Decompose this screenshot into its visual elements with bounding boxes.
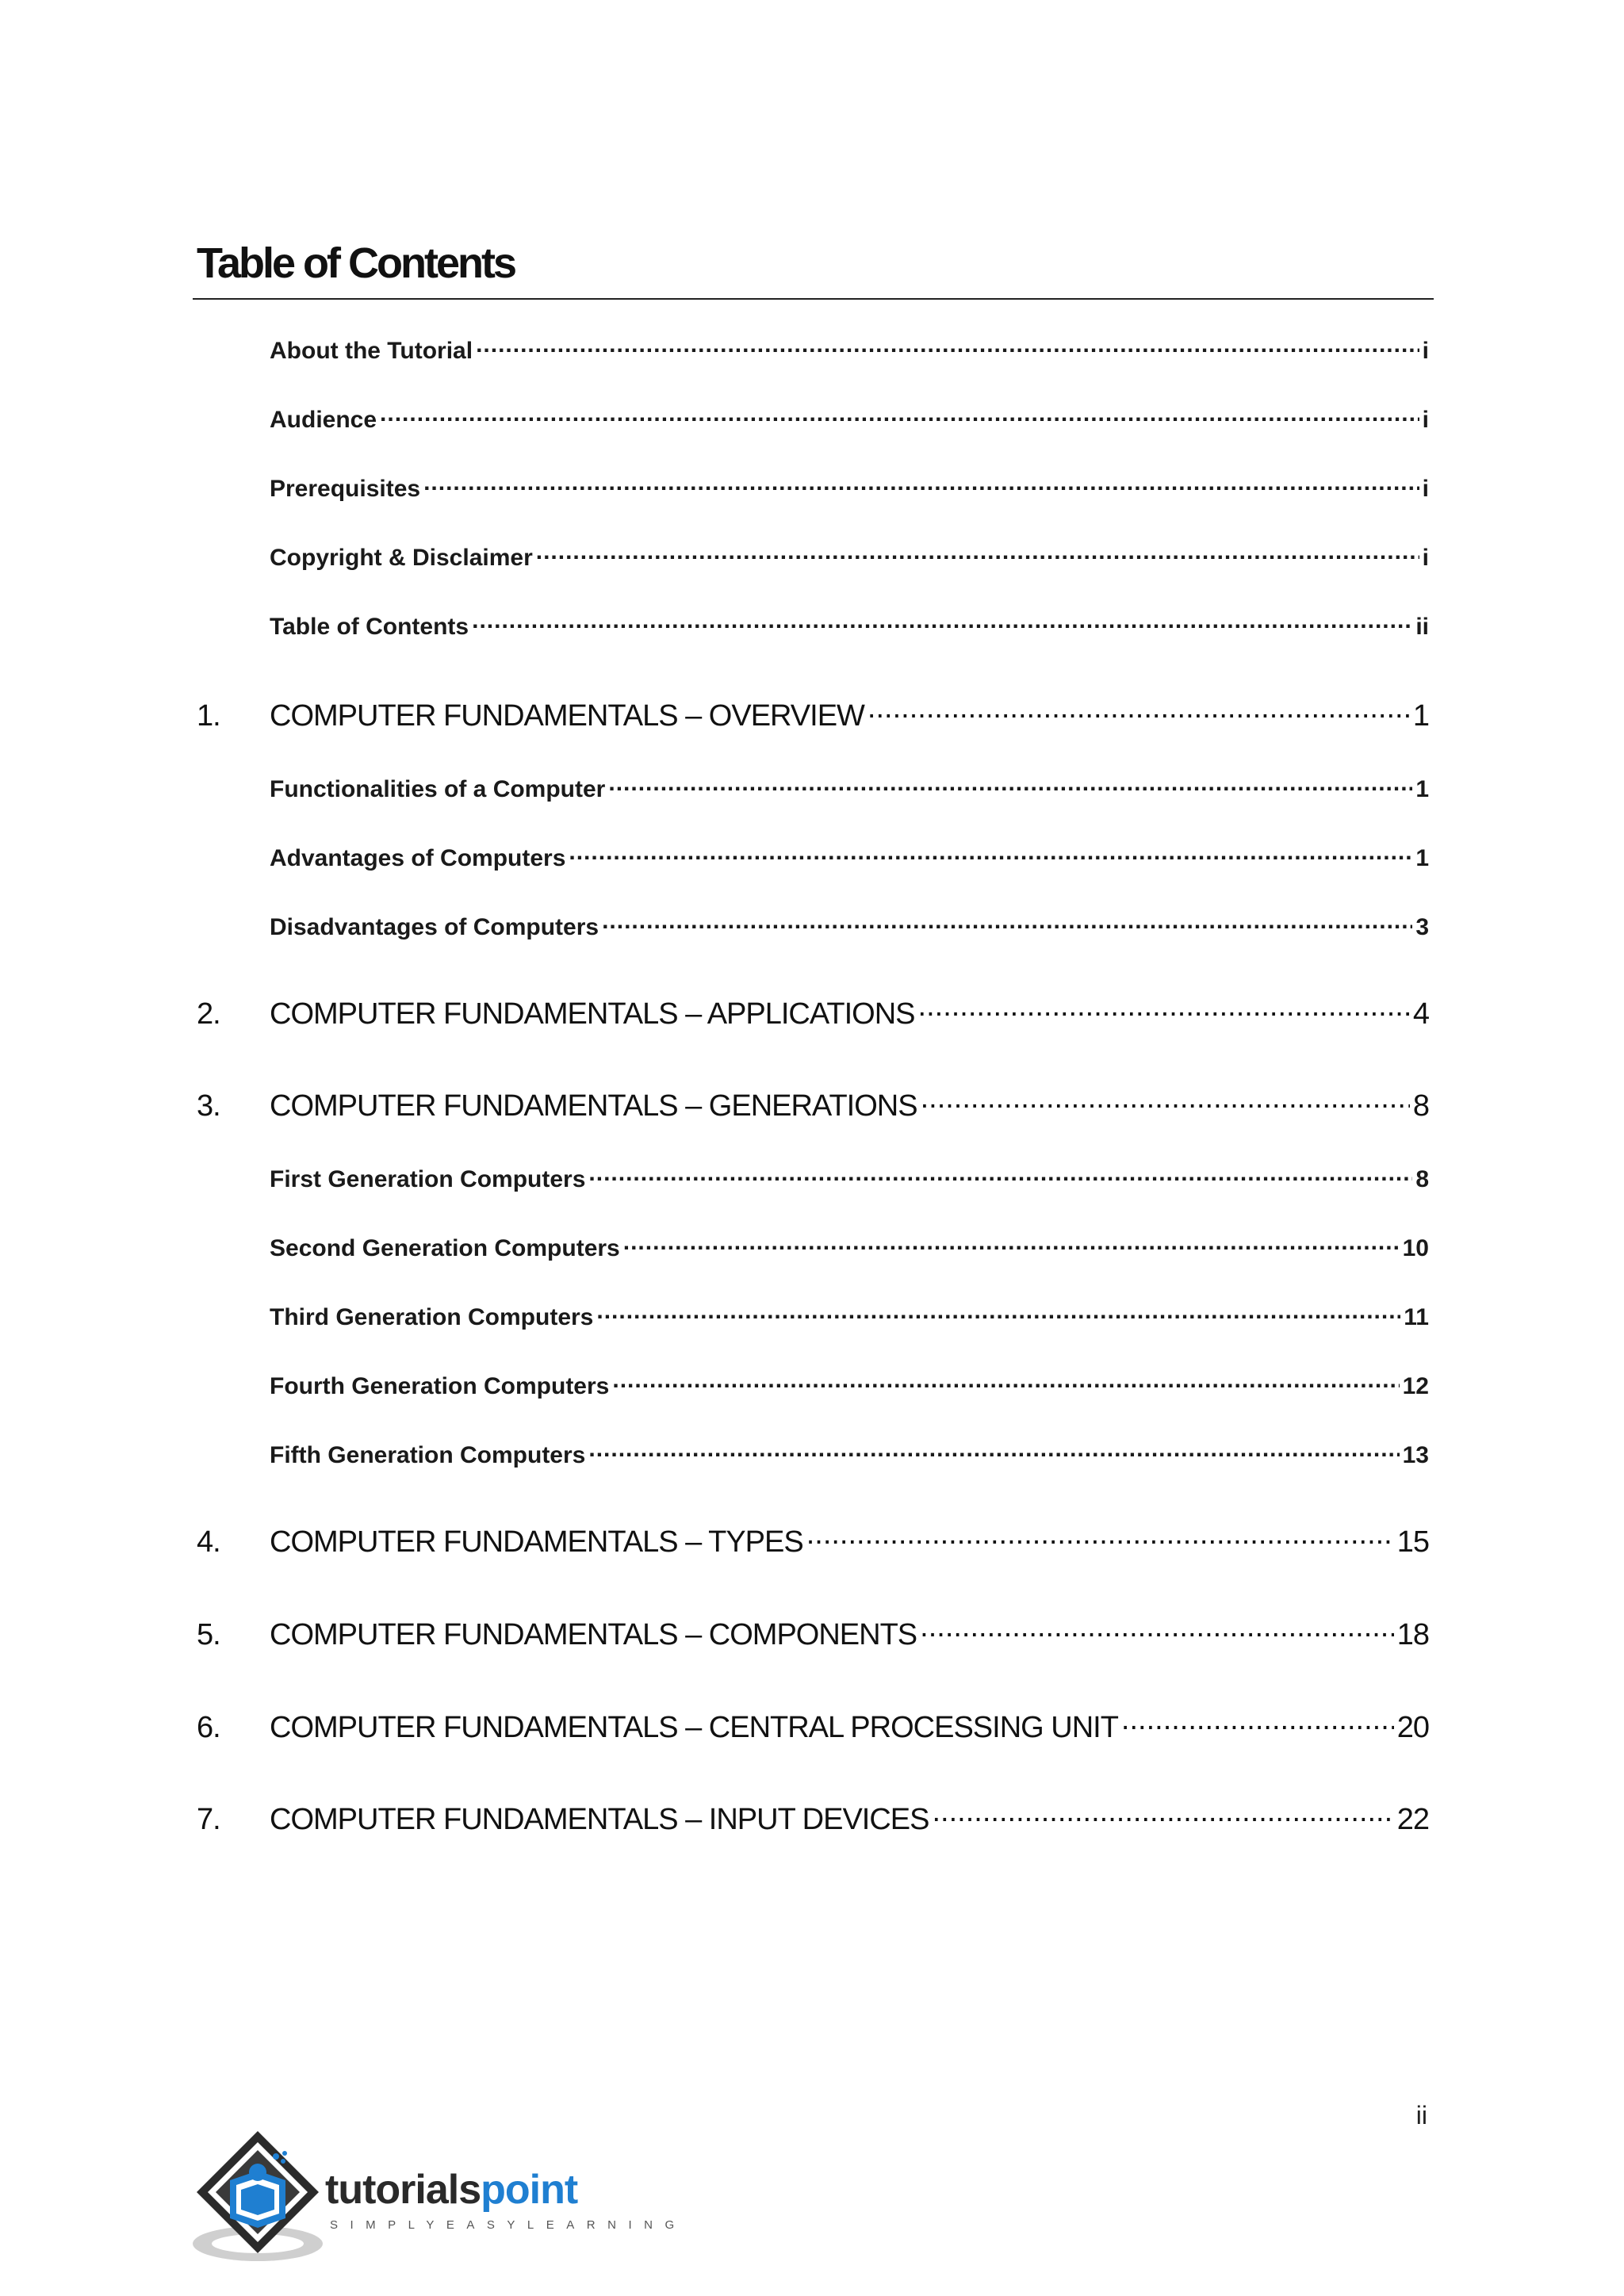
chapter-title: COMPUTER FUNDAMENTALS – GENERATIONS [270, 1089, 917, 1123]
tutorialspoint-logo [190, 2125, 687, 2267]
chapter-number: 7. [197, 1803, 220, 1836]
toc-entry-label: Fifth Generation Computers [270, 1442, 586, 1468]
toc-entry-first-generation[interactable] [270, 1163, 1429, 1193]
toc-entry-third-generation[interactable] [270, 1301, 1429, 1331]
toc-entry-advantages[interactable] [270, 842, 1429, 872]
dot-leader [588, 1439, 1399, 1463]
toc-entry-prerequisites[interactable] [270, 473, 1429, 503]
dot-leader [596, 1301, 1400, 1325]
dot-leader [921, 1085, 1410, 1115]
chapter-title: COMPUTER FUNDAMENTALS – CENTRAL PROCESSING UNIT [270, 1711, 1118, 1744]
dot-leader [380, 404, 1419, 427]
toc-entry-label: First Generation Computers [270, 1166, 586, 1192]
toc-entry-page: 3 [1415, 914, 1429, 940]
chapter-page: 8 [1412, 1089, 1429, 1123]
dot-leader [588, 1163, 1412, 1187]
dot-leader [536, 541, 1419, 565]
toc-entry-page: 1 [1415, 776, 1429, 802]
toc-chapter-3[interactable] [197, 1085, 1429, 1123]
chapter-number: 2. [197, 997, 220, 1031]
logo-emblem-icon [190, 2125, 325, 2267]
dot-leader [933, 1799, 1394, 1829]
page-number: ii [1415, 2101, 1427, 2130]
toc-entry-page: 10 [1402, 1235, 1429, 1261]
toc-entry-label: Audience [270, 407, 377, 433]
dot-leader [868, 695, 1410, 725]
toc-entry-label: Functionalities of a Computer [270, 776, 606, 802]
chapter-title: COMPUTER FUNDAMENTALS – OVERVIEW [270, 699, 864, 733]
dot-leader [472, 610, 1412, 634]
toc-entry-label: Advantages of Computers [270, 845, 566, 871]
toc-entry-page: 12 [1402, 1373, 1429, 1399]
toc-entry-page: i [1422, 407, 1429, 433]
toc-entry-label: Third Generation Computers [270, 1304, 594, 1330]
toc-entry-label: Disadvantages of Computers [270, 914, 599, 940]
toc-entry-page: i [1422, 545, 1429, 571]
chapter-page: 1 [1412, 699, 1429, 733]
dot-leader [623, 1232, 1400, 1256]
toc-entry-label: Copyright & Disclaimer [270, 545, 533, 571]
toc-chapter-5[interactable] [197, 1614, 1429, 1652]
logo-word-point: point [481, 2167, 578, 2213]
chapter-page: 20 [1396, 1711, 1429, 1744]
dot-leader [920, 1614, 1394, 1644]
dot-leader [608, 773, 1412, 797]
toc-entry-page: i [1422, 338, 1429, 364]
logo-word-tutorials: tutorials [325, 2167, 481, 2213]
toc-entry-page: 1 [1415, 845, 1429, 871]
toc-entry-label: About the Tutorial [270, 338, 473, 364]
toc-entry-page: ii [1415, 614, 1429, 640]
toc-entry-functionalities[interactable] [270, 773, 1429, 803]
toc-entry-audience[interactable] [270, 404, 1429, 434]
chapter-number: 3. [197, 1089, 220, 1123]
toc-entry-table-of-contents[interactable] [270, 610, 1429, 641]
toc-chapter-7[interactable] [197, 1799, 1429, 1837]
chapter-page: 4 [1412, 997, 1429, 1031]
toc-entry-page: 8 [1415, 1166, 1429, 1192]
toc-entry-label: Prerequisites [270, 476, 421, 502]
toc-entry-disadvantages[interactable] [270, 911, 1429, 941]
toc-entry-label: Second Generation Computers [270, 1235, 620, 1261]
dot-leader [476, 335, 1419, 358]
logo-tagline: SIMPLYEASYLEARNING [330, 2218, 687, 2232]
chapter-title: COMPUTER FUNDAMENTALS – INPUT DEVICES [270, 1803, 929, 1836]
chapter-number: 6. [197, 1711, 220, 1744]
toc-chapter-2[interactable] [197, 993, 1429, 1031]
dot-leader [806, 1521, 1394, 1552]
toc-entry-fifth-generation[interactable] [270, 1439, 1429, 1469]
toc-entry-fourth-generation[interactable] [270, 1370, 1429, 1400]
dot-leader [423, 473, 1419, 496]
title-divider [193, 298, 1434, 300]
page-title: Table of Contents [197, 239, 515, 287]
dot-leader [1121, 1707, 1394, 1737]
dot-leader [569, 842, 1412, 866]
chapter-number: 5. [197, 1618, 220, 1651]
chapter-title: COMPUTER FUNDAMENTALS – TYPES [270, 1525, 803, 1559]
toc-entry-label: Fourth Generation Computers [270, 1373, 610, 1399]
toc-entry-about-the-tutorial[interactable] [270, 335, 1429, 365]
toc-entry-second-generation[interactable] [270, 1232, 1429, 1262]
chapter-number: 1. [197, 699, 220, 733]
toc-entry-page: 13 [1402, 1442, 1429, 1468]
logo-wordmark [325, 2167, 578, 2213]
chapter-page: 22 [1396, 1803, 1429, 1836]
toc-entry-label: Table of Contents [270, 614, 469, 640]
chapter-title: COMPUTER FUNDAMENTALS – APPLICATIONS [270, 997, 915, 1031]
chapter-number: 4. [197, 1525, 220, 1559]
chapter-title: COMPUTER FUNDAMENTALS – COMPONENTS [270, 1618, 917, 1651]
chapter-page: 15 [1396, 1525, 1429, 1559]
chapter-page: 18 [1396, 1618, 1429, 1651]
toc-entry-page: i [1422, 476, 1429, 502]
dot-leader [918, 993, 1410, 1024]
dot-leader [602, 911, 1412, 935]
toc-chapter-1[interactable] [197, 695, 1429, 733]
toc-chapter-4[interactable] [197, 1521, 1429, 1559]
dot-leader [612, 1370, 1399, 1394]
toc-chapter-6[interactable] [197, 1707, 1429, 1745]
toc-entry-page: 11 [1404, 1304, 1429, 1330]
toc-entry-copyright-disclaimer[interactable] [270, 541, 1429, 572]
